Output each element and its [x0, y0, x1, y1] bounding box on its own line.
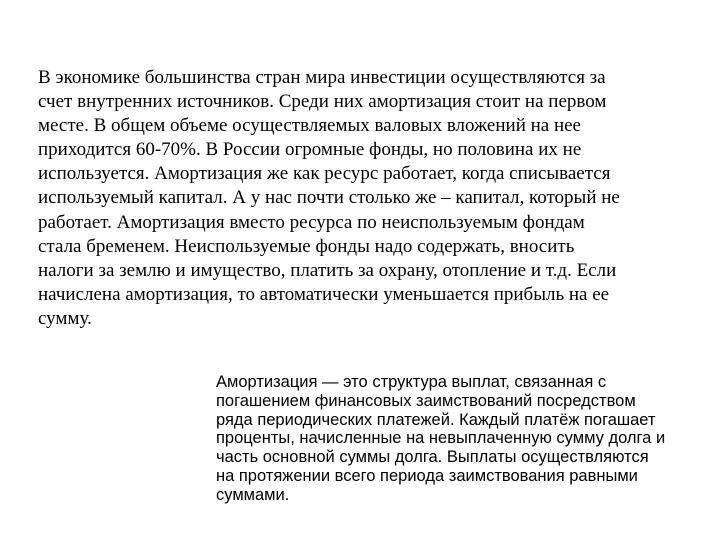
main-paragraph-line: сумму. [38, 307, 92, 329]
definition-line: часть основной суммы долга. Выплаты осуществляются [216, 448, 649, 467]
definition-paragraph [216, 373, 716, 505]
main-paragraph-line: В экономике большинства стран мира инвестиции осуществляются за [38, 67, 606, 88]
definition-line: на протяжении всего периода заимствования равными [216, 466, 638, 485]
main-paragraph-line: налоги за землю и имущество, платить за охрану, отопление и т.д. Если [38, 259, 617, 281]
definition-line: ряда периодических платежей. Каждый платёж погашает [216, 410, 656, 429]
main-paragraph-line: приходится 60-70%. В России огромные фонды, но половина их не [38, 139, 582, 161]
main-paragraph-line: работает. Амортизация вместо ресурса по неиспользуемым фондам [38, 211, 585, 233]
main-paragraph-line: используемый капитал. А у нас почти столько же – капитал, который не [38, 187, 620, 209]
main-paragraph-line: месте. В общем объеме осуществляемых валовых вложений на нее [38, 115, 581, 137]
definition-line: Амортизация — это структура выплат, связанная с [216, 373, 607, 391]
main-paragraph [38, 66, 660, 331]
definition-line: погашением финансовых заимствований посредством [216, 391, 636, 410]
main-paragraph-line: счет внутренних источников. Среди них амортизация стоит на первом [38, 91, 607, 113]
main-paragraph-line: стала бременем. Неиспользуемые фонды надо содержать, вносить [38, 235, 575, 257]
main-paragraph-line: используется. Амортизация же как ресурс работает, когда списывается [38, 163, 611, 185]
definition-line: суммами. [216, 485, 290, 504]
definition-line: проценты, начисленные на невыплаченную сумму долга и [216, 429, 666, 448]
main-paragraph-line: начислена амортизация, то автоматически уменьшается прибыль на ее [38, 283, 610, 305]
